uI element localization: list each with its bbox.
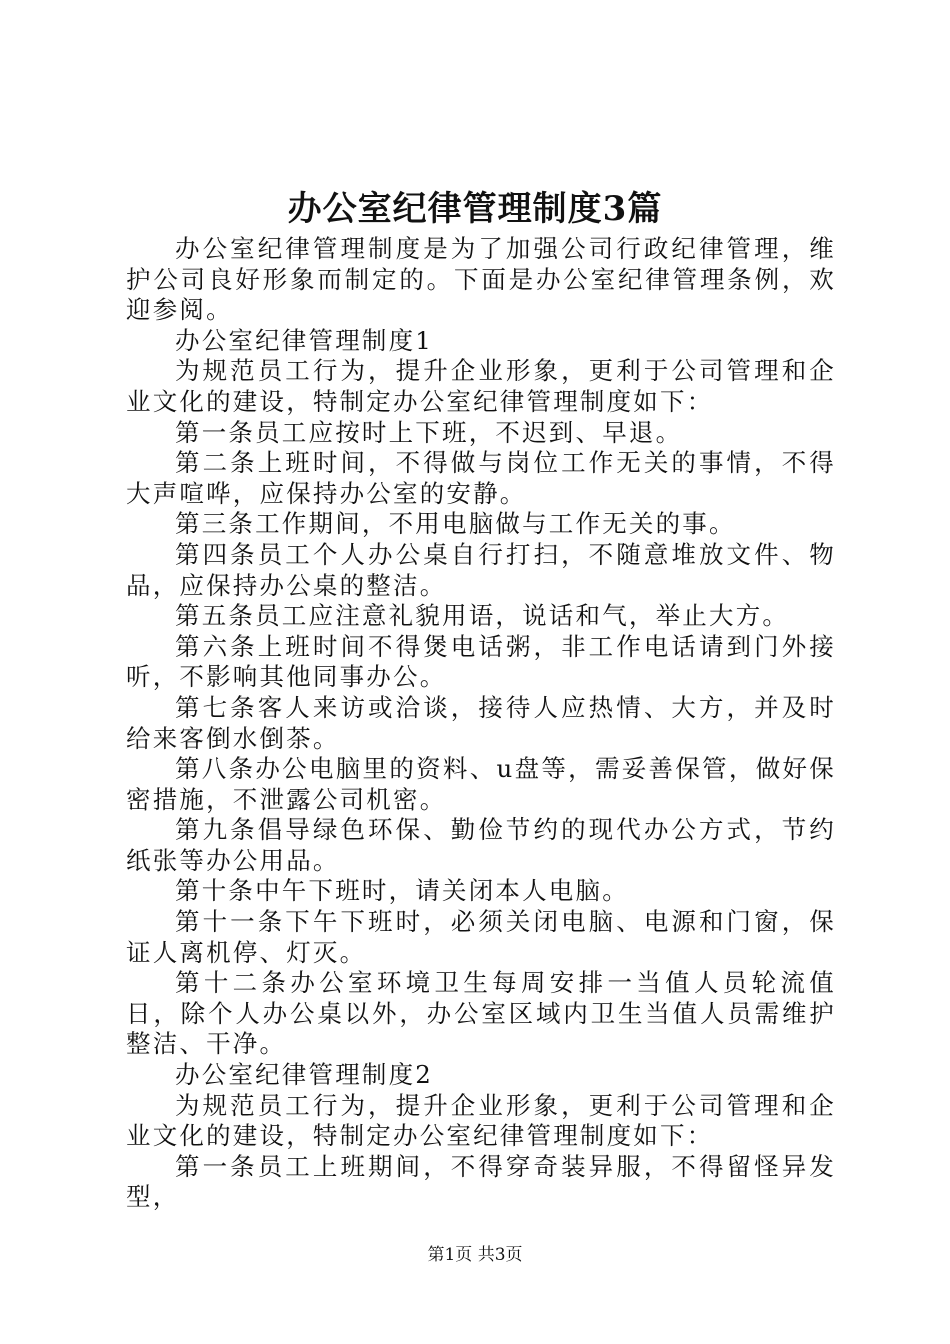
document-body: [126, 234, 836, 1213]
article-4: 第四条员工个人办公桌自行打扫，不随意堆放文件、物品，应保持办公桌的整洁。: [126, 539, 836, 600]
document-title: 办公室纪律管理制度3篇: [287, 189, 663, 229]
article-10: 第十条中午下班时，请关闭本人电脑。: [175, 876, 629, 906]
article-6: 第六条上班时间不得煲电话粥，非工作电话请到门外接听，不影响其他同事办公。: [126, 631, 836, 692]
article-12: 第十二条办公室环境卫生每周安排一当值人员轮流值日，除个人办公桌以外，办公室区域内卫生当值人员需维护整洁、干净。: [126, 968, 836, 1059]
article-3: 第三条工作期间，不用电脑做与工作无关的事。: [175, 509, 736, 539]
section-heading-2: 办公室纪律管理制度2: [175, 1060, 434, 1090]
article-9: 第九条倡导绿色环保、勤俭节约的现代办公方式，节约纸张等办公用品。: [126, 815, 836, 875]
intro-paragraph: 办公室纪律管理制度是为了加强公司行政纪律管理，维护公司良好形象而制定的。下面是办公室纪律管理条例，欢迎参阅。: [126, 234, 836, 325]
article-7: 第七条客人来访或洽谈，接待人应热情、大方，并及时给来客倒水倒茶。: [126, 692, 836, 753]
page-footer: 第1页 共3页: [427, 1245, 523, 1265]
article-11: 第十一条下午下班时，必须关闭电脑、电源和门窗，保证人离机停、灯灭。: [126, 907, 836, 967]
section-2-article-1: 第一条员工上班期间，不得穿奇装异服，不得留怪异发型，: [126, 1151, 836, 1212]
article-2: 第二条上班时间，不得做与岗位工作无关的事情，不得大声喧哗，应保持办公室的安静。: [126, 448, 836, 508]
section-heading-1: 办公室纪律管理制度1: [175, 325, 434, 355]
section-2-preamble: 为规范员工行为，提升企业形象，更利于公司管理和企业文化的建设，特制定办公室纪律管理制度如下：: [126, 1090, 836, 1151]
section-1-preamble: 为规范员工行为，提升企业形象，更利于公司管理和企业文化的建设，特制定办公室纪律管理制度如下：: [126, 356, 836, 416]
article-5: 第五条员工应注意礼貌用语，说话和气，举止大方。: [175, 601, 790, 631]
article-8: 第八条办公电脑里的资料、u盘等，需妥善保管，做好保密措施，不泄露公司机密。: [126, 754, 836, 814]
article-1: 第一条员工应按时上下班，不迟到、早退。: [175, 417, 683, 447]
